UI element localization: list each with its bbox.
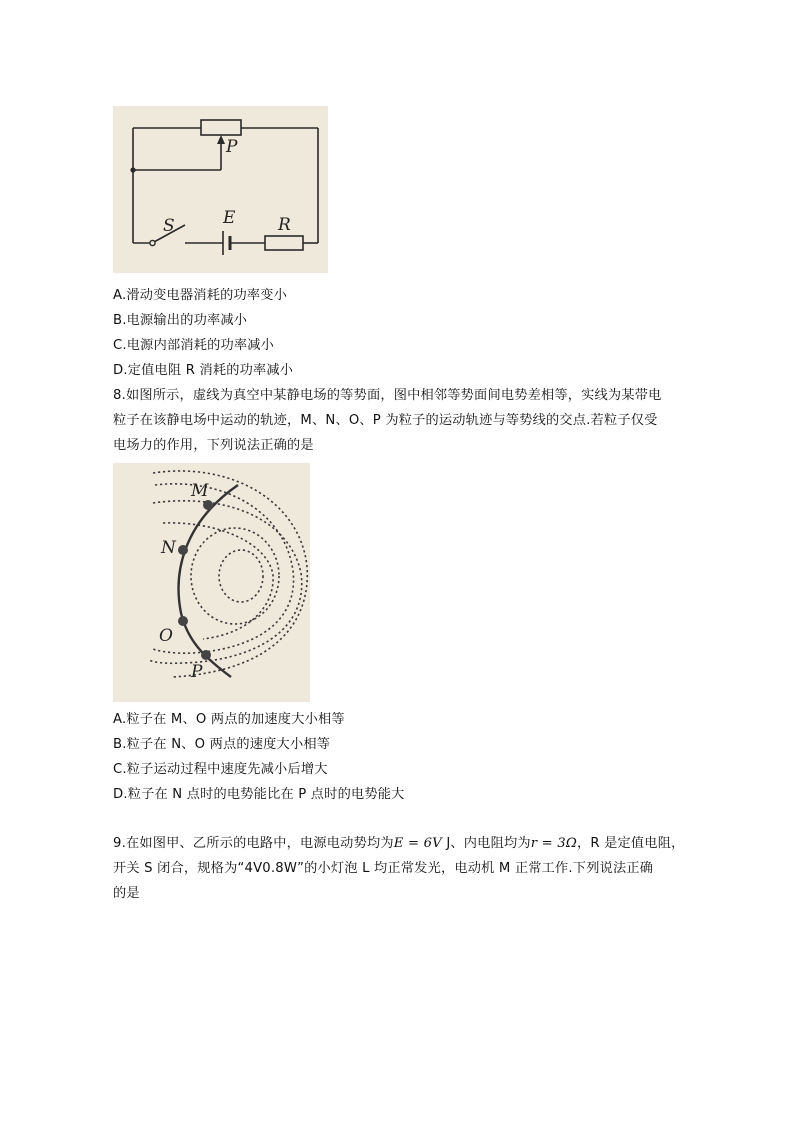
q8-stem-line-3: 电场力的作用，下列说法正确的是 xyxy=(113,438,314,453)
label-n: N xyxy=(161,538,176,558)
label-e: E xyxy=(223,208,236,228)
q9-stem-line-3: 的是 xyxy=(113,886,140,901)
resistor xyxy=(265,236,303,250)
q9-text-c: ，R 是定值电阻， xyxy=(577,836,685,851)
q8-option-d: D.粒子在 N 点时的电势能比在 P 点时的电势能大 xyxy=(113,787,405,802)
label-r: R xyxy=(278,215,291,235)
slider-arrow xyxy=(217,135,225,144)
q8-option-b: B.粒子在 N、O 两点的速度大小相等 xyxy=(113,737,331,752)
equipotential-1 xyxy=(219,550,263,602)
q8-option-a: A.粒子在 M、O 两点的加速度大小相等 xyxy=(113,712,345,727)
q9-stem-line-2: 开关 S 闭合，规格为“4V0.8W”的小灯泡 L 均正常发光，电动机 M 正常工作.下列说法正确 xyxy=(113,861,654,876)
q7-option-a: A.滑动变电器消耗的功率变小 xyxy=(113,288,288,303)
equipotential-5 xyxy=(153,471,307,677)
label-o: O xyxy=(159,626,173,646)
q7-option-b: B.电源输出的功率减小 xyxy=(113,313,248,328)
label-s: S xyxy=(163,216,175,236)
point-o xyxy=(178,616,188,626)
label-p2: P xyxy=(191,662,203,682)
q9-text-b: J、内电阻均为 xyxy=(441,836,531,851)
rheostat xyxy=(201,120,241,135)
q7-option-c: C.电源内部消耗的功率减小 xyxy=(113,338,275,353)
q9-emf: E = 6V xyxy=(393,836,442,851)
circuit-diagram xyxy=(113,106,328,273)
equipotential-2 xyxy=(191,528,279,624)
q8-stem-line-2: 粒子在该静电场中运动的轨迹，M、N、O、P 为粒子的运动轨迹与等势线的交点.若粒子仅受 xyxy=(113,413,658,428)
q8-option-c: C.粒子运动过程中速度先减小后增大 xyxy=(113,762,328,777)
point-m xyxy=(203,500,213,510)
label-p: P xyxy=(226,137,238,157)
q9-internal-resistance: r = 3Ω xyxy=(530,836,577,851)
point-p xyxy=(201,650,211,660)
q9-text-a: 9.在如图甲、乙所示的电路中，电源电动势均为 xyxy=(113,836,394,851)
q9-stem-line-1 xyxy=(113,835,684,853)
equipotential-3 xyxy=(153,484,294,653)
q8-stem-line-1: 8.如图所示，虚线为真空中某静电场的等势面，图中相邻等势面间电势差相等，实线为某带电 xyxy=(113,388,662,403)
label-m: M xyxy=(191,481,209,501)
equipotential-diagram xyxy=(113,463,310,702)
field-figure xyxy=(113,463,310,702)
point-n xyxy=(178,545,188,555)
circuit-figure xyxy=(113,106,328,273)
q7-option-d: D.定值电阻 R 消耗的功率减小 xyxy=(113,363,294,378)
